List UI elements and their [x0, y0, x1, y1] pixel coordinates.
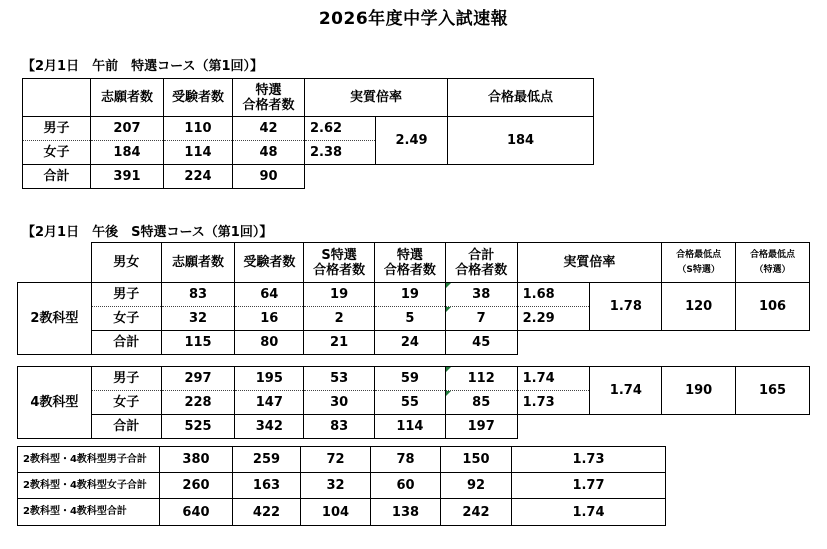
table-row: [18, 331, 810, 355]
section1-heading: 【2月1日 午前 特選コース（第1回）】: [22, 59, 263, 74]
cell-t-passers: 60: [371, 473, 441, 499]
header-applicants: 志願者数: [161, 243, 235, 283]
summary-label: 2教科型・4教科型女子合計: [18, 473, 160, 499]
cell-t-passers: 114: [375, 415, 446, 439]
header-ratio: 実質倍率: [517, 243, 662, 283]
cell-applicants: 391: [91, 165, 164, 189]
cell-examinees: 16: [235, 307, 304, 331]
cell-examinees: 422: [233, 499, 301, 526]
cell-s-passers: 2: [304, 307, 375, 331]
header-min-score: 合格最低点: [448, 79, 594, 117]
cell-s-passers: 32: [301, 473, 371, 499]
cell-examinees: 224: [164, 165, 233, 189]
cell-ratio: 2.29: [517, 307, 590, 331]
cell-t-passers: 5: [375, 307, 446, 331]
cell-total-passers: 150: [441, 447, 512, 473]
cell-examinees: 80: [235, 331, 304, 355]
cell-ratio: 1.74: [517, 367, 590, 391]
cell-total-passers: 242: [441, 499, 512, 526]
header-ratio: 実質倍率: [305, 79, 448, 117]
section1-header-row: [23, 79, 594, 117]
cell-s-passers: 19: [304, 283, 375, 307]
type4-label: 4教科型: [18, 367, 92, 439]
cell-ratio: 1.74: [512, 499, 666, 526]
cell-total-passers: 197: [445, 415, 517, 439]
cell-t-passers: 19: [375, 283, 446, 307]
empty-cell: [517, 331, 809, 355]
cell-applicants: 380: [160, 447, 233, 473]
cell-applicants: 260: [160, 473, 233, 499]
cell-combined-ratio: 1.78: [590, 283, 662, 331]
cell-gender: 男子: [91, 283, 161, 307]
summary-label: 2教科型・4教科型合計: [18, 499, 160, 526]
cell-applicants: 115: [161, 331, 235, 355]
cell-total-passers: 38: [445, 283, 517, 307]
header-examinees: 受験者数: [235, 243, 304, 283]
cell-ratio: 1.73: [517, 391, 590, 415]
cell-applicants: 640: [160, 499, 233, 526]
cell-t-passers: 55: [375, 391, 446, 415]
cell-min-t: 106: [736, 283, 810, 331]
row-label: 男子: [23, 117, 91, 141]
cell-s-passers: 21: [304, 331, 375, 355]
empty-cell: [517, 415, 809, 439]
cell-passers: 48: [233, 141, 305, 165]
cell-min-s: 120: [662, 283, 736, 331]
cell-passers: 90: [233, 165, 305, 189]
cell-examinees: 163: [233, 473, 301, 499]
cell-applicants: 83: [161, 283, 235, 307]
page-title: 2026年度中学入試速報: [318, 9, 509, 29]
cell-total-passers: 92: [441, 473, 512, 499]
empty-corner: [18, 243, 92, 283]
cell-ratio: 1.73: [512, 447, 666, 473]
cell-applicants: 207: [91, 117, 164, 141]
section2-summary-table: [17, 446, 666, 526]
cell-total-passers: 112: [445, 367, 517, 391]
section2-table-type2: [17, 242, 810, 355]
table-row: [18, 473, 666, 499]
cell-s-passers: 53: [304, 367, 375, 391]
type2-label: 2教科型: [18, 283, 92, 355]
table-row: [18, 415, 810, 439]
cell-examinees: 195: [235, 367, 304, 391]
cell-passers: 42: [233, 117, 305, 141]
cell-total-passers: 85: [445, 391, 517, 415]
cell-t-passers: 59: [375, 367, 446, 391]
cell-min-s: 190: [662, 367, 736, 415]
cell-applicants: 297: [161, 367, 235, 391]
section2-table-type4: [17, 366, 810, 439]
cell-applicants: 32: [161, 307, 235, 331]
cell-examinees: 110: [164, 117, 233, 141]
table-row: [18, 447, 666, 473]
corner-cell: [23, 79, 91, 117]
cell-applicants: 184: [91, 141, 164, 165]
cell-gender: 合計: [91, 331, 161, 355]
cell-combined-ratio: 2.49: [376, 117, 448, 165]
cell-ratio: 1.68: [517, 283, 590, 307]
cell-ratio: 1.77: [512, 473, 666, 499]
row-label: 女子: [23, 141, 91, 165]
cell-gender: 女子: [91, 307, 161, 331]
cell-s-passers: 83: [304, 415, 375, 439]
cell-s-passers: 104: [301, 499, 371, 526]
cell-s-passers: 30: [304, 391, 375, 415]
empty-cell: [305, 165, 594, 189]
cell-gender: 女子: [91, 391, 161, 415]
row-label: 合計: [23, 165, 91, 189]
table-row: [23, 165, 594, 189]
cell-t-passers: 138: [371, 499, 441, 526]
cell-gender: 合計: [91, 415, 161, 439]
cell-examinees: 259: [233, 447, 301, 473]
cell-min-t: 165: [736, 367, 810, 415]
cell-ratio: 2.38: [305, 141, 376, 165]
header-t-passers: 特選 合格者数: [375, 243, 446, 283]
cell-total-passers: 45: [445, 331, 517, 355]
cell-total-passers: 7: [445, 307, 517, 331]
cell-ratio: 2.62: [305, 117, 376, 141]
cell-min-score: 184: [448, 117, 594, 165]
table-row: [18, 367, 810, 391]
cell-examinees: 114: [164, 141, 233, 165]
cell-applicants: 525: [161, 415, 235, 439]
header-s-passers: S特選 合格者数: [304, 243, 375, 283]
section2-header-row: [18, 243, 810, 283]
cell-t-passers: 24: [375, 331, 446, 355]
header-applicants: 志願者数: [91, 79, 164, 117]
header-passers: 特選 合格者数: [233, 79, 305, 117]
table-row: [18, 499, 666, 526]
table-row: [18, 283, 810, 307]
header-min-s: 合格最低点 （S特選）: [662, 243, 736, 283]
header-total-passers: 合計 合格者数: [445, 243, 517, 283]
header-gender: 男女: [91, 243, 161, 283]
header-min-t: 合格最低点 （特選）: [736, 243, 810, 283]
cell-s-passers: 72: [301, 447, 371, 473]
cell-applicants: 228: [161, 391, 235, 415]
section2-heading: 【2月1日 午後 S特選コース（第1回）】: [22, 225, 273, 240]
cell-examinees: 147: [235, 391, 304, 415]
header-examinees: 受験者数: [164, 79, 233, 117]
section1-table: [22, 78, 594, 189]
cell-examinees: 64: [235, 283, 304, 307]
cell-gender: 男子: [91, 367, 161, 391]
cell-combined-ratio: 1.74: [590, 367, 662, 415]
summary-label: 2教科型・4教科型男子合計: [18, 447, 160, 473]
cell-examinees: 342: [235, 415, 304, 439]
cell-t-passers: 78: [371, 447, 441, 473]
table-row: [23, 117, 594, 141]
